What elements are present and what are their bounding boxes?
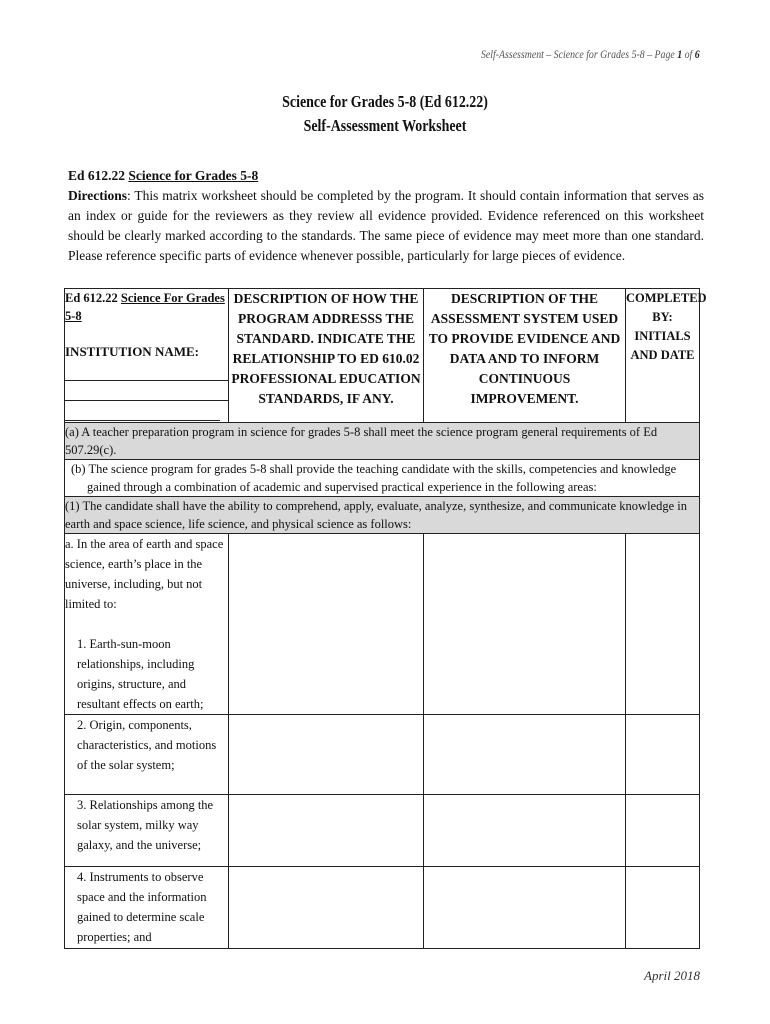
completed-by-header: COMPLETED BY: INITIALS AND DATE [626, 289, 700, 423]
directions-label: Directions [68, 188, 127, 203]
institution-name-line-3[interactable] [65, 403, 220, 421]
directions-text: : This matrix worksheet should be completed by the program. It should contain information that serves as an index or guide for the reviewers as they review all evidence provided. Evidence referenced on this worksheet should be clearly marked according to the standards. The same piece of evidence may meet more than one standard. Please reference specific parts of evidence whenever possible, particularly for large pieces of evidence. [68, 188, 704, 263]
program-description-cell[interactable] [229, 715, 424, 795]
assessment-description-cell[interactable] [424, 715, 626, 795]
assessment-description-cell[interactable] [424, 867, 626, 949]
document-title [0, 90, 770, 138]
assessment-description-cell[interactable] [424, 534, 626, 715]
item-a-1: 1. Earth-sun-moon relationships, including origins, structure, and resultant effects on earth; [77, 637, 204, 711]
standard-cell-a-3 [65, 795, 229, 867]
requirement-a-row [65, 423, 700, 460]
section-subheading [68, 166, 704, 186]
standard-cell-a [65, 534, 229, 715]
item-a-3: 3. Relationships among the solar system, milky way galaxy, and the universe; [77, 798, 214, 852]
requirement-a-text: (a) A teacher preparation program in science for grades 5-8 shall meet the science program general requirements of Ed 507.29(c). [65, 423, 700, 460]
institution-name-line-1[interactable] [65, 363, 228, 381]
title-line-2: Self-Assessment Worksheet [303, 116, 467, 135]
completed-by-cell[interactable] [626, 715, 700, 795]
directions-paragraph [68, 186, 704, 266]
item-a-2: 2. Origin, components, characteristics, and motions of the solar system; [77, 718, 217, 772]
assessment-description-cell[interactable] [424, 795, 626, 867]
requirement-b1-text: (1) The candidate shall have the ability to comprehend, apply, evaluate, analyze, synthesize, and communicate knowledge in earth and space science, life science, and physical science as follows: [65, 497, 700, 534]
header-standard-code: Ed 612.22 Science For Grades 5-8 [65, 291, 225, 323]
completed-by-cell[interactable] [626, 534, 700, 715]
program-description-cell[interactable] [229, 867, 424, 949]
table-row [65, 867, 700, 949]
title-line-1: Science for Grades 5-8 (Ed 612.22) [282, 92, 488, 111]
running-title: Self-Assessment – Science for Grades 5-8 – Page [481, 47, 676, 61]
item-a-intro: a. In the area of earth and space science, earth’s place in the universe, including, but not limited to: [65, 537, 224, 611]
institution-name-line-2[interactable] [65, 383, 228, 401]
program-description-cell[interactable] [229, 534, 424, 715]
total-pages: 6 [695, 47, 700, 61]
institution-name-label: INSTITUTION NAME: [65, 344, 199, 359]
program-description-cell[interactable] [229, 795, 424, 867]
subheading-title: Science for Grades 5-8 [128, 168, 259, 183]
table-row [65, 715, 700, 795]
assessment-description-header: DESCRIPTION OF THE ASSESSMENT SYSTEM USED TO PROVIDE EVIDENCE AND DATA AND TO INFORM CONTINUOUS IMPROVEMENT. [424, 289, 626, 423]
subheading-code: Ed 612.22 [68, 168, 126, 183]
institution-header-cell [65, 289, 229, 423]
completed-by-cell[interactable] [626, 795, 700, 867]
standard-cell-a-2 [65, 715, 229, 795]
footer-date: April 2018 [644, 968, 700, 983]
program-description-header: DESCRIPTION OF HOW THE PROGRAM ADDRESSS THE STANDARD. INDICATE THE RELATIONSHIP TO ED 610.02 PROFESSIONAL EDUCATION STANDARDS, IF ANY. [229, 289, 424, 423]
page-number: 1 [677, 47, 683, 61]
item-a-4: 4. Instruments to observe space and the information gained to determine scale properties; and [77, 870, 207, 944]
requirement-b-row [65, 460, 700, 497]
table-row [65, 795, 700, 867]
table-row [65, 534, 700, 715]
completed-by-cell[interactable] [626, 867, 700, 949]
requirement-b-cell [65, 460, 700, 497]
requirement-b-text: (b) The science program for grades 5-8 shall provide the teaching candidate with the skills, competencies and knowledge gained through a combination of academic and supervised practical experience in the following areas: [71, 462, 677, 494]
running-header [481, 47, 700, 62]
intro-section [68, 166, 704, 266]
requirement-b1-row [65, 497, 700, 534]
self-assessment-table [64, 288, 707, 949]
standard-cell-a-4 [65, 867, 229, 949]
table-header-row [65, 289, 700, 423]
of-label: of [684, 47, 693, 61]
